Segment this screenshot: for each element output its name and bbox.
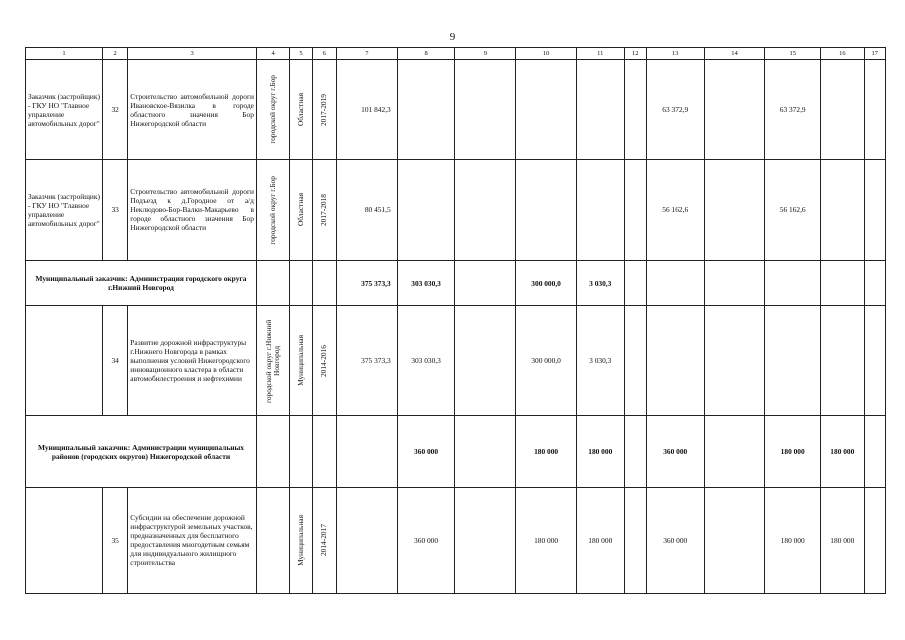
col-num-15: 15 (765, 48, 821, 60)
period-text: 2014-2016 (319, 344, 329, 377)
value-col-17 (864, 306, 885, 416)
value-col-8: 303 030,3 (397, 306, 455, 416)
value-col-16 (821, 160, 865, 261)
value-col-17 (864, 60, 885, 160)
col-num-7: 7 (336, 48, 397, 60)
table-row (26, 306, 886, 416)
object-name: Развитие дорожной инфраструктуры г.Нижнего Новгорода в рамках выполнения условий Нижегородского инновационного кластера в области автомобилестроения и нефтехимии (128, 306, 257, 416)
column-number-row (26, 48, 886, 60)
value-col-17 (864, 260, 885, 305)
value-col-15 (765, 306, 821, 416)
col-num-9: 9 (455, 48, 516, 60)
col-num-12: 12 (624, 48, 646, 60)
level-cell (290, 260, 312, 305)
table-row (26, 60, 886, 160)
value-col-9 (455, 160, 516, 261)
row-number: 33 (102, 160, 127, 261)
col-num-16: 16 (821, 48, 865, 60)
value-col-11: 3 030,3 (576, 260, 624, 305)
group-header-row (26, 260, 886, 305)
value-col-13: 360 000 (646, 487, 704, 593)
value-col-14 (704, 260, 765, 305)
investment-table (25, 47, 886, 594)
customer-cell: Заказчик (застройщик) - ГКУ НО "Главное управление автомобильных дорог" (26, 60, 103, 160)
level-text: Областная (296, 93, 305, 127)
col-num-10: 10 (516, 48, 577, 60)
customer-cell (26, 487, 103, 593)
value-col-16: 180 000 (821, 416, 865, 488)
period-cell (312, 306, 336, 416)
value-col-8: 360 000 (397, 487, 455, 593)
value-col-17 (864, 416, 885, 488)
value-col-17 (864, 487, 885, 593)
value-col-11: 180 000 (576, 416, 624, 488)
object-name: Строительство автомобильной дороги Ивановское-Вязилка в городе областного значения Бор Нижегородской области (128, 60, 257, 160)
level-text: Областная (296, 193, 305, 227)
value-col-15 (765, 260, 821, 305)
value-col-12 (624, 306, 646, 416)
table-row (26, 487, 886, 593)
table-row (26, 160, 886, 261)
value-col-11: 180 000 (576, 487, 624, 593)
value-col-12 (624, 160, 646, 261)
location-cell (256, 487, 289, 593)
customer-cell: Заказчик (застройщик) - ГКУ НО "Главное управление автомобильных дорог" (26, 160, 103, 261)
value-col-8 (397, 160, 455, 261)
customer-cell (26, 306, 103, 416)
value-col-7: 375 373,3 (336, 306, 397, 416)
location-cell (256, 416, 289, 488)
location-cell (256, 160, 289, 261)
value-col-14 (704, 416, 765, 488)
value-col-11: 3 030,3 (576, 306, 624, 416)
value-col-10: 180 000 (516, 416, 577, 488)
row-number: 32 (102, 60, 127, 160)
col-num-2: 2 (102, 48, 127, 60)
value-col-14 (704, 160, 765, 261)
object-name: Субсидии на обеспечение дорожной инфраструктурой земельных участков, предназначенных для бесплатного предоставления многодетным семьям для индивидуального жилищного строительства (128, 487, 257, 593)
period-cell (312, 60, 336, 160)
value-col-12 (624, 416, 646, 488)
col-num-14: 14 (704, 48, 765, 60)
level-cell (290, 487, 312, 593)
value-col-14 (704, 306, 765, 416)
col-num-8: 8 (397, 48, 455, 60)
location-cell (256, 60, 289, 160)
col-num-11: 11 (576, 48, 624, 60)
level-text: Муниципальная (296, 515, 305, 566)
value-col-9 (455, 487, 516, 593)
value-col-16 (821, 60, 865, 160)
value-col-9 (455, 306, 516, 416)
period-cell (312, 487, 336, 593)
row-number: 35 (102, 487, 127, 593)
value-col-7: 101 842,3 (336, 60, 397, 160)
level-cell (290, 306, 312, 416)
value-col-13 (646, 260, 704, 305)
value-col-12 (624, 60, 646, 160)
value-col-12 (624, 487, 646, 593)
location-text: городской округ г.Нижний Новгород (263, 319, 281, 403)
period-cell (312, 160, 336, 261)
col-num-13: 13 (646, 48, 704, 60)
value-col-15: 180 000 (765, 487, 821, 593)
value-col-8: 360 000 (397, 416, 455, 488)
value-col-7: 80 451,5 (336, 160, 397, 261)
period-text: 2017-2019 (319, 93, 329, 126)
level-cell (290, 416, 312, 488)
value-col-11 (576, 60, 624, 160)
value-col-17 (864, 160, 885, 261)
period-cell (312, 416, 336, 488)
value-col-8: 303 030,3 (397, 260, 455, 305)
value-col-9 (455, 260, 516, 305)
col-num-4: 4 (256, 48, 289, 60)
value-col-16 (821, 260, 865, 305)
location-text: городской округ г.Бор (268, 175, 278, 245)
value-col-13: 63 372,9 (646, 60, 704, 160)
level-cell (290, 60, 312, 160)
value-col-10: 300 000,0 (516, 306, 577, 416)
value-col-16: 180 000 (821, 487, 865, 593)
col-num-3: 3 (128, 48, 257, 60)
value-col-15: 180 000 (765, 416, 821, 488)
col-num-1: 1 (26, 48, 103, 60)
col-num-6: 6 (312, 48, 336, 60)
page-number: 9 (449, 31, 456, 43)
value-col-14 (704, 487, 765, 593)
value-col-12 (624, 260, 646, 305)
value-col-13: 360 000 (646, 416, 704, 488)
period-text: 2014-2017 (319, 524, 329, 557)
value-col-16 (821, 306, 865, 416)
level-cell (290, 160, 312, 261)
row-number: 34 (102, 306, 127, 416)
value-col-7 (336, 487, 397, 593)
level-text: Муниципальная (296, 335, 305, 387)
value-col-11 (576, 160, 624, 261)
value-col-14 (704, 60, 765, 160)
value-col-10: 300 000,0 (516, 260, 577, 305)
col-num-5: 5 (290, 48, 312, 60)
group-title: Муниципальный заказчик: Администрация городского округа г.Нижний Новгород (26, 260, 257, 305)
value-col-7 (336, 416, 397, 488)
group-title: Муниципальный заказчик: Администрации муниципальных районов (городских округов) Нижегородской области (26, 416, 257, 488)
location-cell (256, 260, 289, 305)
location-text: городской округ г.Бор (268, 75, 278, 144)
value-col-7: 375 373,3 (336, 260, 397, 305)
value-col-9 (455, 416, 516, 488)
col-num-17: 17 (864, 48, 885, 60)
value-col-10 (516, 160, 577, 261)
object-name: Строительство автомобильной дороги Подъезд к д.Городное от а/д Неклюдово-Бор-Валки-Макарьево в городе областного значения Бор Нижегородской области (128, 160, 257, 261)
value-col-10 (516, 60, 577, 160)
value-col-8 (397, 60, 455, 160)
period-cell (312, 260, 336, 305)
value-col-15: 56 162,6 (765, 160, 821, 261)
value-col-13 (646, 306, 704, 416)
value-col-13: 56 162,6 (646, 160, 704, 261)
period-text: 2017-2018 (319, 193, 329, 226)
value-col-9 (455, 60, 516, 160)
group-header-row (26, 416, 886, 488)
value-col-15: 63 372,9 (765, 60, 821, 160)
value-col-10: 180 000 (516, 487, 577, 593)
location-cell (256, 306, 289, 416)
